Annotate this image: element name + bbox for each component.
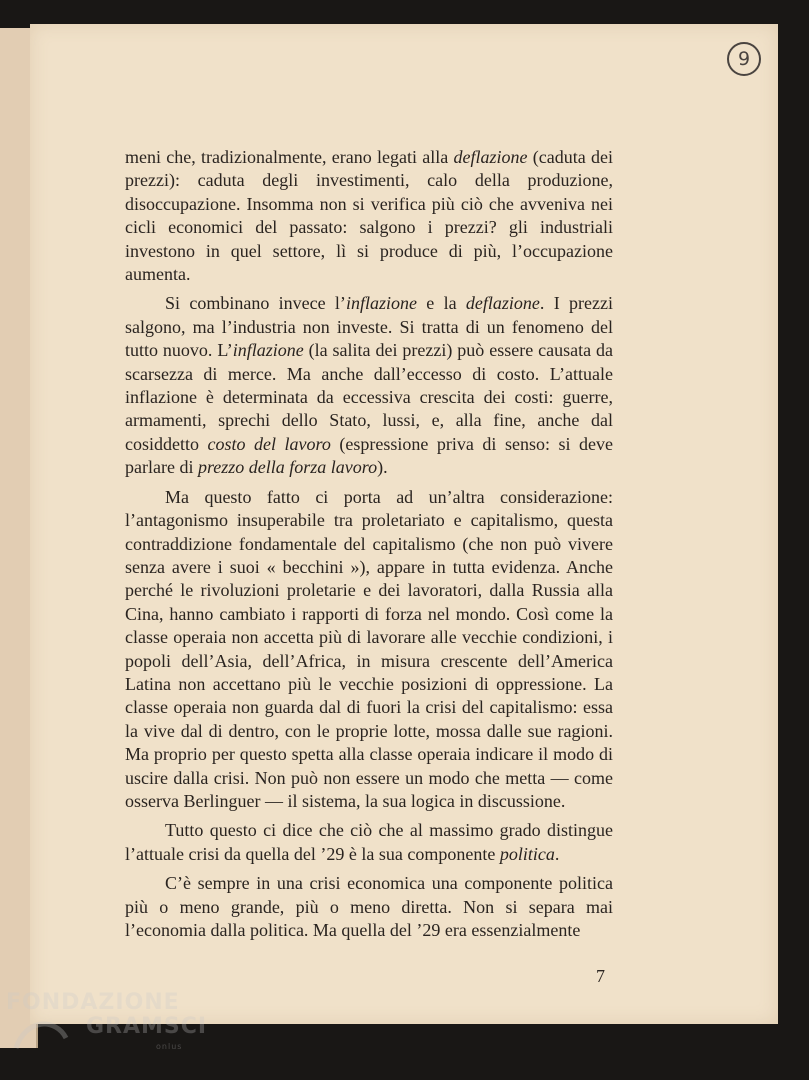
text-run: ). bbox=[377, 457, 388, 478]
italic-term: deflazione bbox=[453, 147, 528, 167]
watermark-swirl-icon bbox=[6, 1008, 76, 1058]
handwritten-page-marker: 9 bbox=[727, 42, 761, 76]
italic-term: deflazione bbox=[465, 293, 540, 314]
text-run: C’è sempre in una crisi economica una componente politica più o meno grande, più o meno diretta. Non si separa mai l’economia dalla politica. Ma quella del ’29 era essenzialmente bbox=[125, 873, 613, 940]
text-run: Si combinano invece l’ bbox=[165, 293, 346, 314]
text-run: . I prezzi salgono, ma l’industria non investe. Si tratta di un fenomeno del tutto nuovo. L’ bbox=[125, 293, 613, 361]
paragraph bbox=[125, 292, 613, 479]
body-text bbox=[125, 146, 613, 948]
italic-term: politica bbox=[499, 843, 555, 864]
text-run: (caduta dei prezzi): caduta degli investimenti, calo della produzione, disoccupazione. Insomma non si verifica più ciò che avveniva nei cicli economici del passato: salgono i prezzi? gli industriali investono in quel settore, lì si produce di più, l’occupazione aumenta. bbox=[125, 147, 613, 285]
book-page bbox=[30, 24, 778, 1024]
text-run: . bbox=[554, 843, 560, 864]
italic-term: costo del lavoro bbox=[207, 433, 331, 454]
text-run: e la bbox=[416, 293, 466, 314]
paragraph bbox=[125, 819, 613, 866]
text-run: (la salita dei prezzi) può essere causata da scarsezza di merce. Ma anche dall’eccesso di costo. L’attuale inflazione è determinata da eccessiva crescita dei costi: guerre, armamenti, sprechi dello Stato, lussi, e, alla fine, anche dal cosiddetto bbox=[125, 340, 613, 454]
watermark-line-3: onlus bbox=[156, 1042, 183, 1051]
printed-page-number: 7 bbox=[596, 966, 605, 986]
paragraph bbox=[125, 872, 613, 942]
text-run: Tutto questo ci dice che ciò che al massimo grado distingue l’attuale crisi da quella del ’29 è la sua componente bbox=[125, 820, 613, 864]
italic-term: inflazione bbox=[345, 293, 417, 314]
text-run: Ma questo fatto ci porta ad un’altra considerazione: l’antagonismo insuperabile tra proletariato e capitalismo, questa contraddizione fondamentale del capitalismo (che non può vivere senza avere i suoi « becchini »), appare in tutta evidenza. Anche perché le rivoluzioni proletarie e dei lavoratori, dalla Russia alla Cina, hanno cambiato i rapporti di forza nel mondo. Così come la classe operaia non accetta più di lavorare alle vecchie condizioni, i popoli dell’Asia, dell’Africa, in misura crescente dell’America Latina non accettano più le vecchie posizioni di oppressione. La classe operaia non guarda dal di fuori la crisi del capitalismo: essa la vive dal di dentro, con le proprie lotte, mossa dalle sue ragioni. Ma proprio per questo spetta alla classe operaia indicare il modo di uscire dalla crisi. Non può non essere un modo che metta — come osserva Berlinguer — il sistema, la sua logica in discussione. bbox=[125, 486, 613, 811]
text-run: (espressione priva di senso: si deve parlare di bbox=[125, 433, 613, 478]
paragraph bbox=[125, 486, 613, 814]
paragraph bbox=[125, 146, 613, 286]
italic-term: inflazione bbox=[232, 340, 304, 361]
watermark-line-2: GRAMSCI bbox=[86, 1014, 208, 1039]
text-run: meni che, tradizionalmente, erano legati alla bbox=[125, 147, 454, 167]
fondazione-gramsci-watermark bbox=[6, 990, 206, 1070]
watermark-line-1: FONDAZIONE bbox=[6, 990, 180, 1015]
italic-term: prezzo della forza lavoro bbox=[197, 457, 378, 478]
